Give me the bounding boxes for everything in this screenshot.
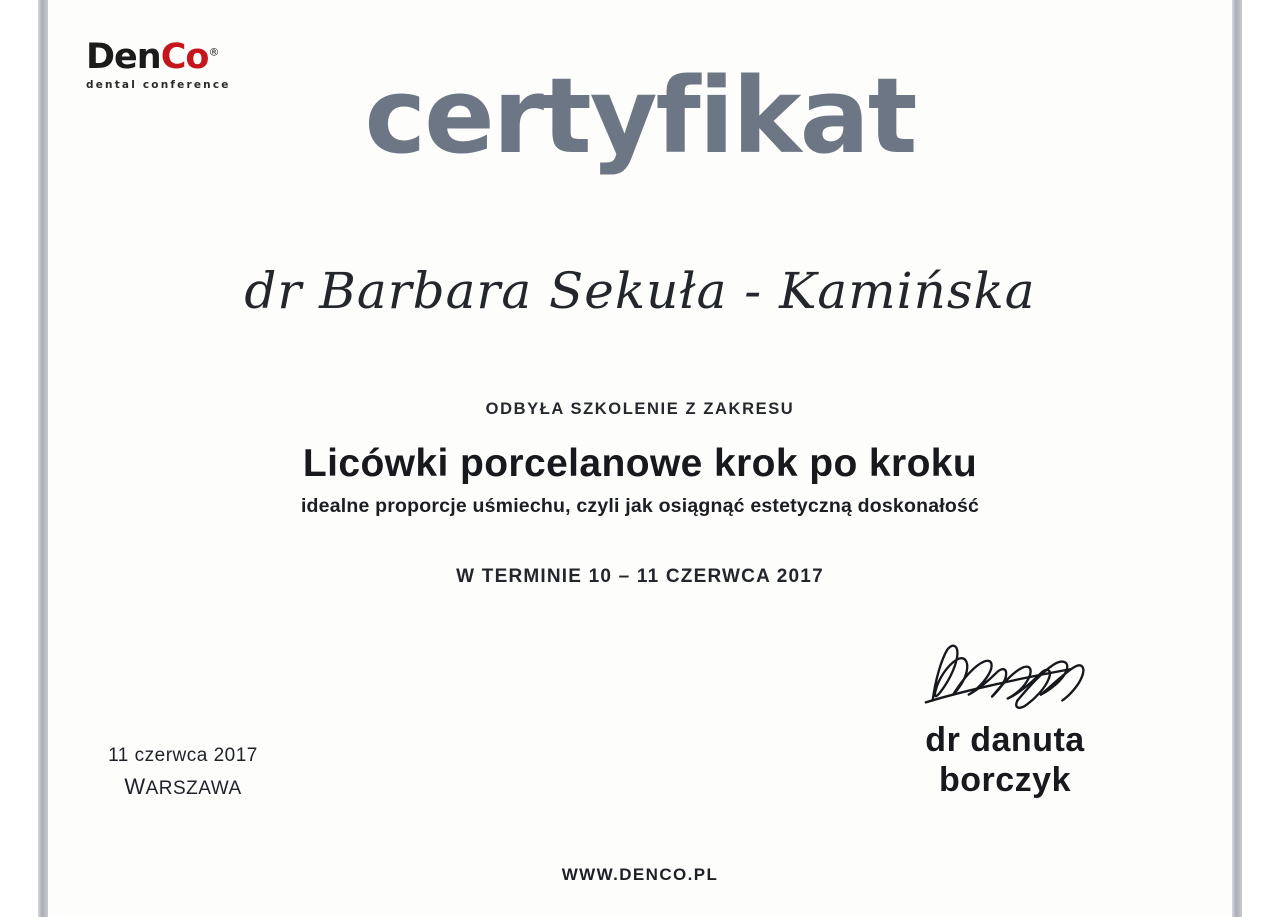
signature-block <box>840 640 1170 800</box>
page-title: certyfikat <box>364 55 916 177</box>
issue-city: WARSZAWA <box>124 774 242 799</box>
issue-date: 11 czerwca 2017 <box>108 745 258 766</box>
course-title: Licówki porcelanowe krok po kroku <box>302 442 978 485</box>
footer-website: WWW.DENCO.PL <box>561 865 719 884</box>
issue-place-block <box>88 745 278 800</box>
certificate-body <box>0 400 1280 588</box>
signature-icon <box>840 640 1162 718</box>
logo-word-co: Co <box>160 37 209 77</box>
signer-name-line-2: borczyk <box>939 761 1071 800</box>
signer-name-line-1: dr danuta <box>925 721 1085 759</box>
course-subtitle: idealne proporcje uśmiechu, czyli jak osiągnąć estetyczną doskonałość <box>300 495 980 517</box>
logo-subtitle: dental conference <box>86 79 231 91</box>
course-date-line: W TERMINIE 10 – 11 CZERWCA 2017 <box>456 566 824 587</box>
registered-trademark-icon: ® <box>208 45 219 59</box>
logo-word-den: Den <box>86 37 161 77</box>
intro-line: ODBYŁA SZKOLENIE Z ZAKRESU <box>485 400 795 418</box>
recipient-name: dr Barbara Sekuła - Kamińska <box>244 262 1036 320</box>
